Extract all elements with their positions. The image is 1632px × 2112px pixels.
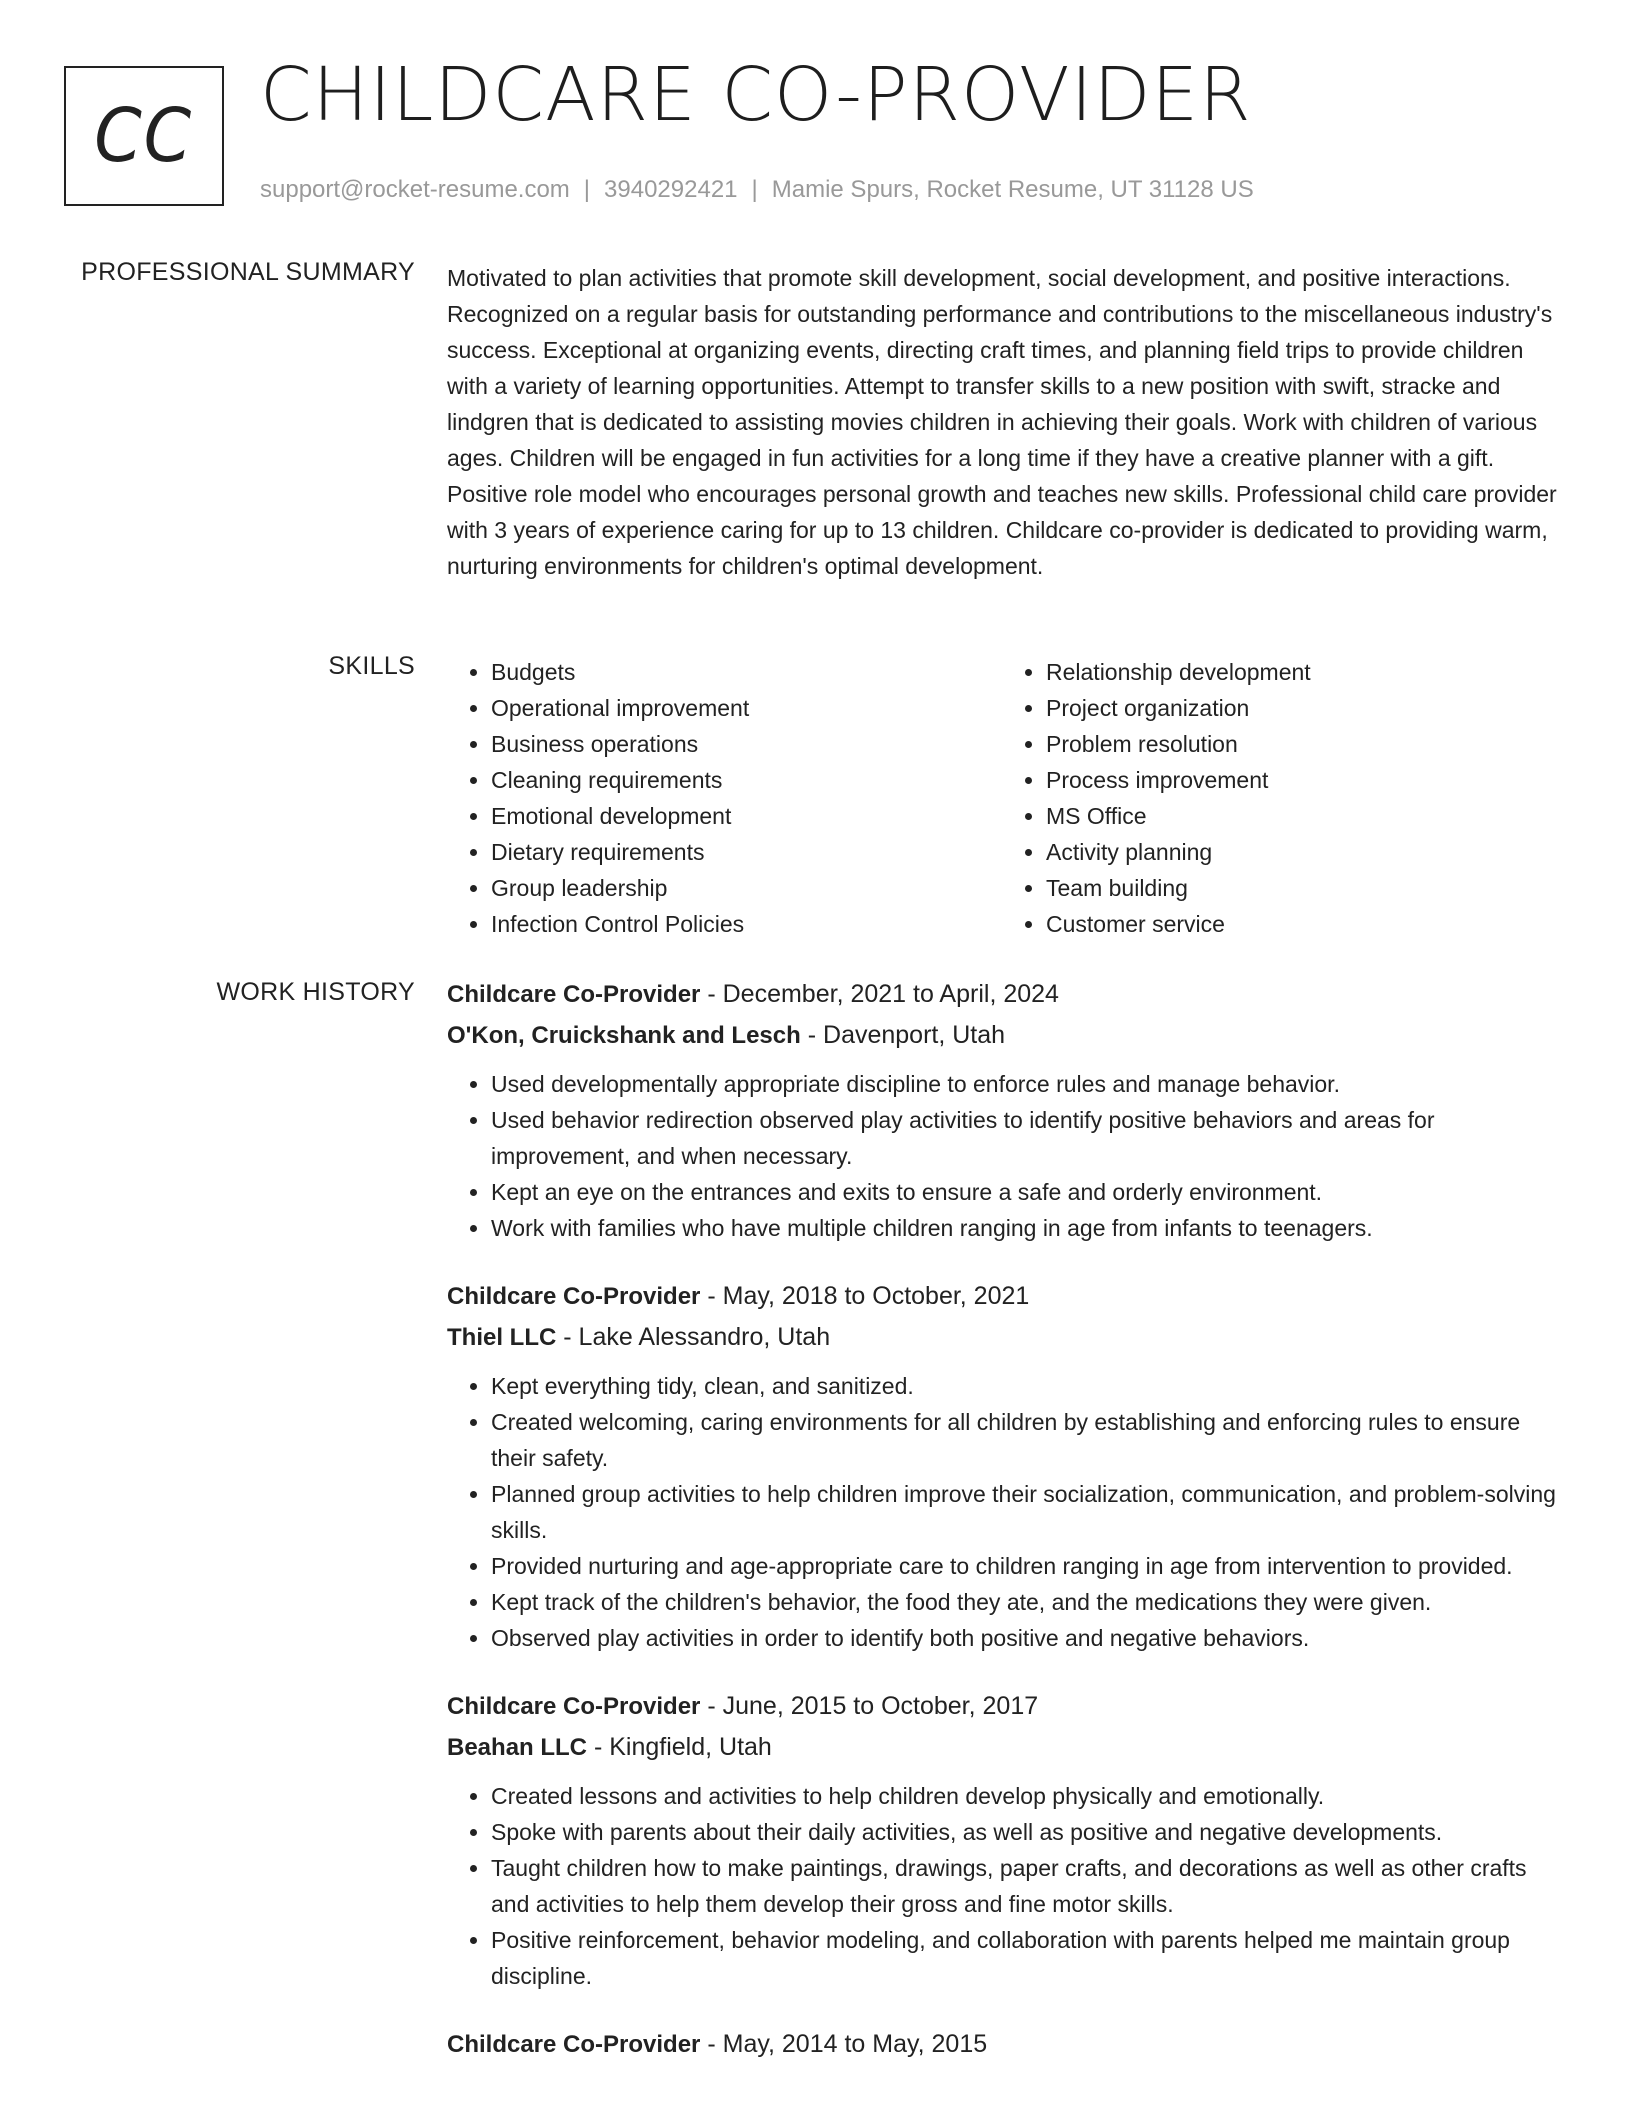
work-history-body [447,974,1557,2095]
job-location: - Kingfield, Utah [587,1733,772,1761]
job-bullets [447,1778,1557,1994]
contact-phone[interactable]: 3940292421 [604,176,738,203]
job-bullet: • Taught children how to make paintings, drawings, paper crafts, and decorations as well as other crafts and activities to help them develop their gross and fine motor skills. [491,1850,1557,1922]
contact-address: Mamie Spurs, Rocket Resume, UT 31128 US [771,176,1254,203]
job-company-line [447,1317,1557,1358]
skill-item: • Team building [1046,870,1557,906]
job-bullets [447,1066,1557,1246]
job-bullet: • Observed play activities in order to identify both positive and negative behaviors. [491,1620,1557,1656]
summary-body [447,260,1557,584]
job-company: Beahan LLC [447,1734,588,1761]
skill-item: • Cleaning requirements [491,762,1002,798]
skills-list-left [447,654,1002,942]
job-bullet: • Kept everything tidy, clean, and sanitized. [491,1368,1557,1404]
contact-separator: | [583,176,591,203]
skill-item: • Problem resolution [1046,726,1557,762]
job-company: O'Kon, Cruickshank and Lesch [447,1022,801,1049]
skill-item: • Dietary requirements [491,834,1002,870]
skill-item: • Emotional development [491,798,1002,834]
job-role-line [447,2024,1557,2065]
skills-body [447,654,1557,942]
job-role: Childcare Co-Provider [447,2031,701,2058]
skills-title: SKILLS [328,652,415,680]
skill-item: • Group leadership [491,870,1002,906]
skill-item: • Activity planning [1046,834,1557,870]
job-role-line [447,974,1557,1015]
job-bullet: • Positive reinforcement, behavior modeling, and collaboration with parents helped me maintain group discipline. [491,1922,1557,1994]
work-history-title: WORK HISTORY [216,978,415,1006]
job-bullet: • Created lessons and activities to help children develop physically and emotionally. [491,1778,1557,1814]
skill-item: • Budgets [491,654,1002,690]
job-role: Childcare Co-Provider [447,1283,701,1310]
job-entry [447,2024,1557,2065]
contact-email[interactable]: support@rocket-resume.com [260,176,570,203]
job-bullet: • Work with families who have multiple children ranging in age from infants to teenagers. [491,1210,1557,1246]
monogram-initials: CC [94,93,194,179]
skill-item: • Customer service [1046,906,1557,942]
job-role-line [447,1686,1557,1727]
job-bullet: • Kept an eye on the entrances and exits to ensure a safe and orderly environment. [491,1174,1557,1210]
job-role: Childcare Co-Provider [447,1693,701,1720]
skills-columns [447,654,1557,942]
job-role-line [447,1276,1557,1317]
job-bullet: • Spoke with parents about their daily activities, as well as positive and negative developments. [491,1814,1557,1850]
job-bullet: • Created welcoming, caring environments for all children by establishing and enforcing rules to ensure their safety. [491,1404,1557,1476]
skills-list-right [1002,654,1557,942]
skill-item: • MS Office [1046,798,1557,834]
skill-item: • Process improvement [1046,762,1557,798]
contact-separator: | [751,176,758,203]
job-bullet: • Kept track of the children's behavior, the food they ate, and the medications they were given. [491,1584,1557,1620]
job-bullets [447,1368,1557,1656]
job-bullet: • Used behavior redirection observed play activities to identify positive behaviors and areas for improvement, and when necessary. [491,1102,1557,1174]
job-company: Thiel LLC [447,1324,557,1351]
job-company-line [447,1727,1557,1768]
job-location: - Lake Alessandro, Utah [556,1323,831,1351]
job-entry [447,1276,1557,1656]
job-entry [447,974,1557,1246]
skill-item: • Project organization [1046,690,1557,726]
job-dates: - December, 2021 to April, 2024 [700,980,1059,1008]
summary-title: PROFESSIONAL SUMMARY [81,258,415,286]
job-role: Childcare Co-Provider [447,981,701,1008]
job-bullet: • Planned group activities to help children improve their socialization, communication, and problem-solving skills. [491,1476,1557,1548]
job-entry [447,1686,1557,1994]
job-dates: - June, 2015 to October, 2017 [700,1692,1039,1720]
skill-item: • Operational improvement [491,690,1002,726]
job-dates: - May, 2014 to May, 2015 [700,2030,988,2058]
candidate-name: CHILDCARE CO-PROVIDER [260,52,1252,138]
job-company-line [447,1015,1557,1056]
summary-text: Motivated to plan activities that promote skill development, social development, and positive interactions. Recognized on a regular basis for outstanding performance and contributions to the miscellaneous industry's success. Exceptional at organizing events, directing craft times, and planning field trips to provide children with a variety of learning opportunities. Attempt to transfer skills to a new position with swift, stracke and lindgren that is dedicated to assisting movies children in achieving their goals. Work with children of various ages. Children will be engaged in fun activities for a long time if they have a creative planner with a gift. Positive role model who encourages personal growth and teaches new skills. Professional child care provider with 3 years of experience caring for up to 13 children. Childcare co-provider is dedicated to providing warm, nurturing environments for children's optimal development. [447,265,1557,579]
job-bullet: • Used developmentally appropriate discipline to enforce rules and manage behavior. [491,1066,1557,1102]
job-dates: - May, 2018 to October, 2021 [700,1282,1030,1310]
skill-item: • Infection Control Policies [491,906,1002,942]
contact-line [260,176,1254,204]
job-bullet: • Provided nurturing and age-appropriate care to children ranging in age from intervention to provided. [491,1548,1557,1584]
monogram-badge [64,66,224,206]
skill-item: • Business operations [491,726,1002,762]
skill-item: • Relationship development [1046,654,1557,690]
job-location: - Davenport, Utah [800,1021,1006,1049]
